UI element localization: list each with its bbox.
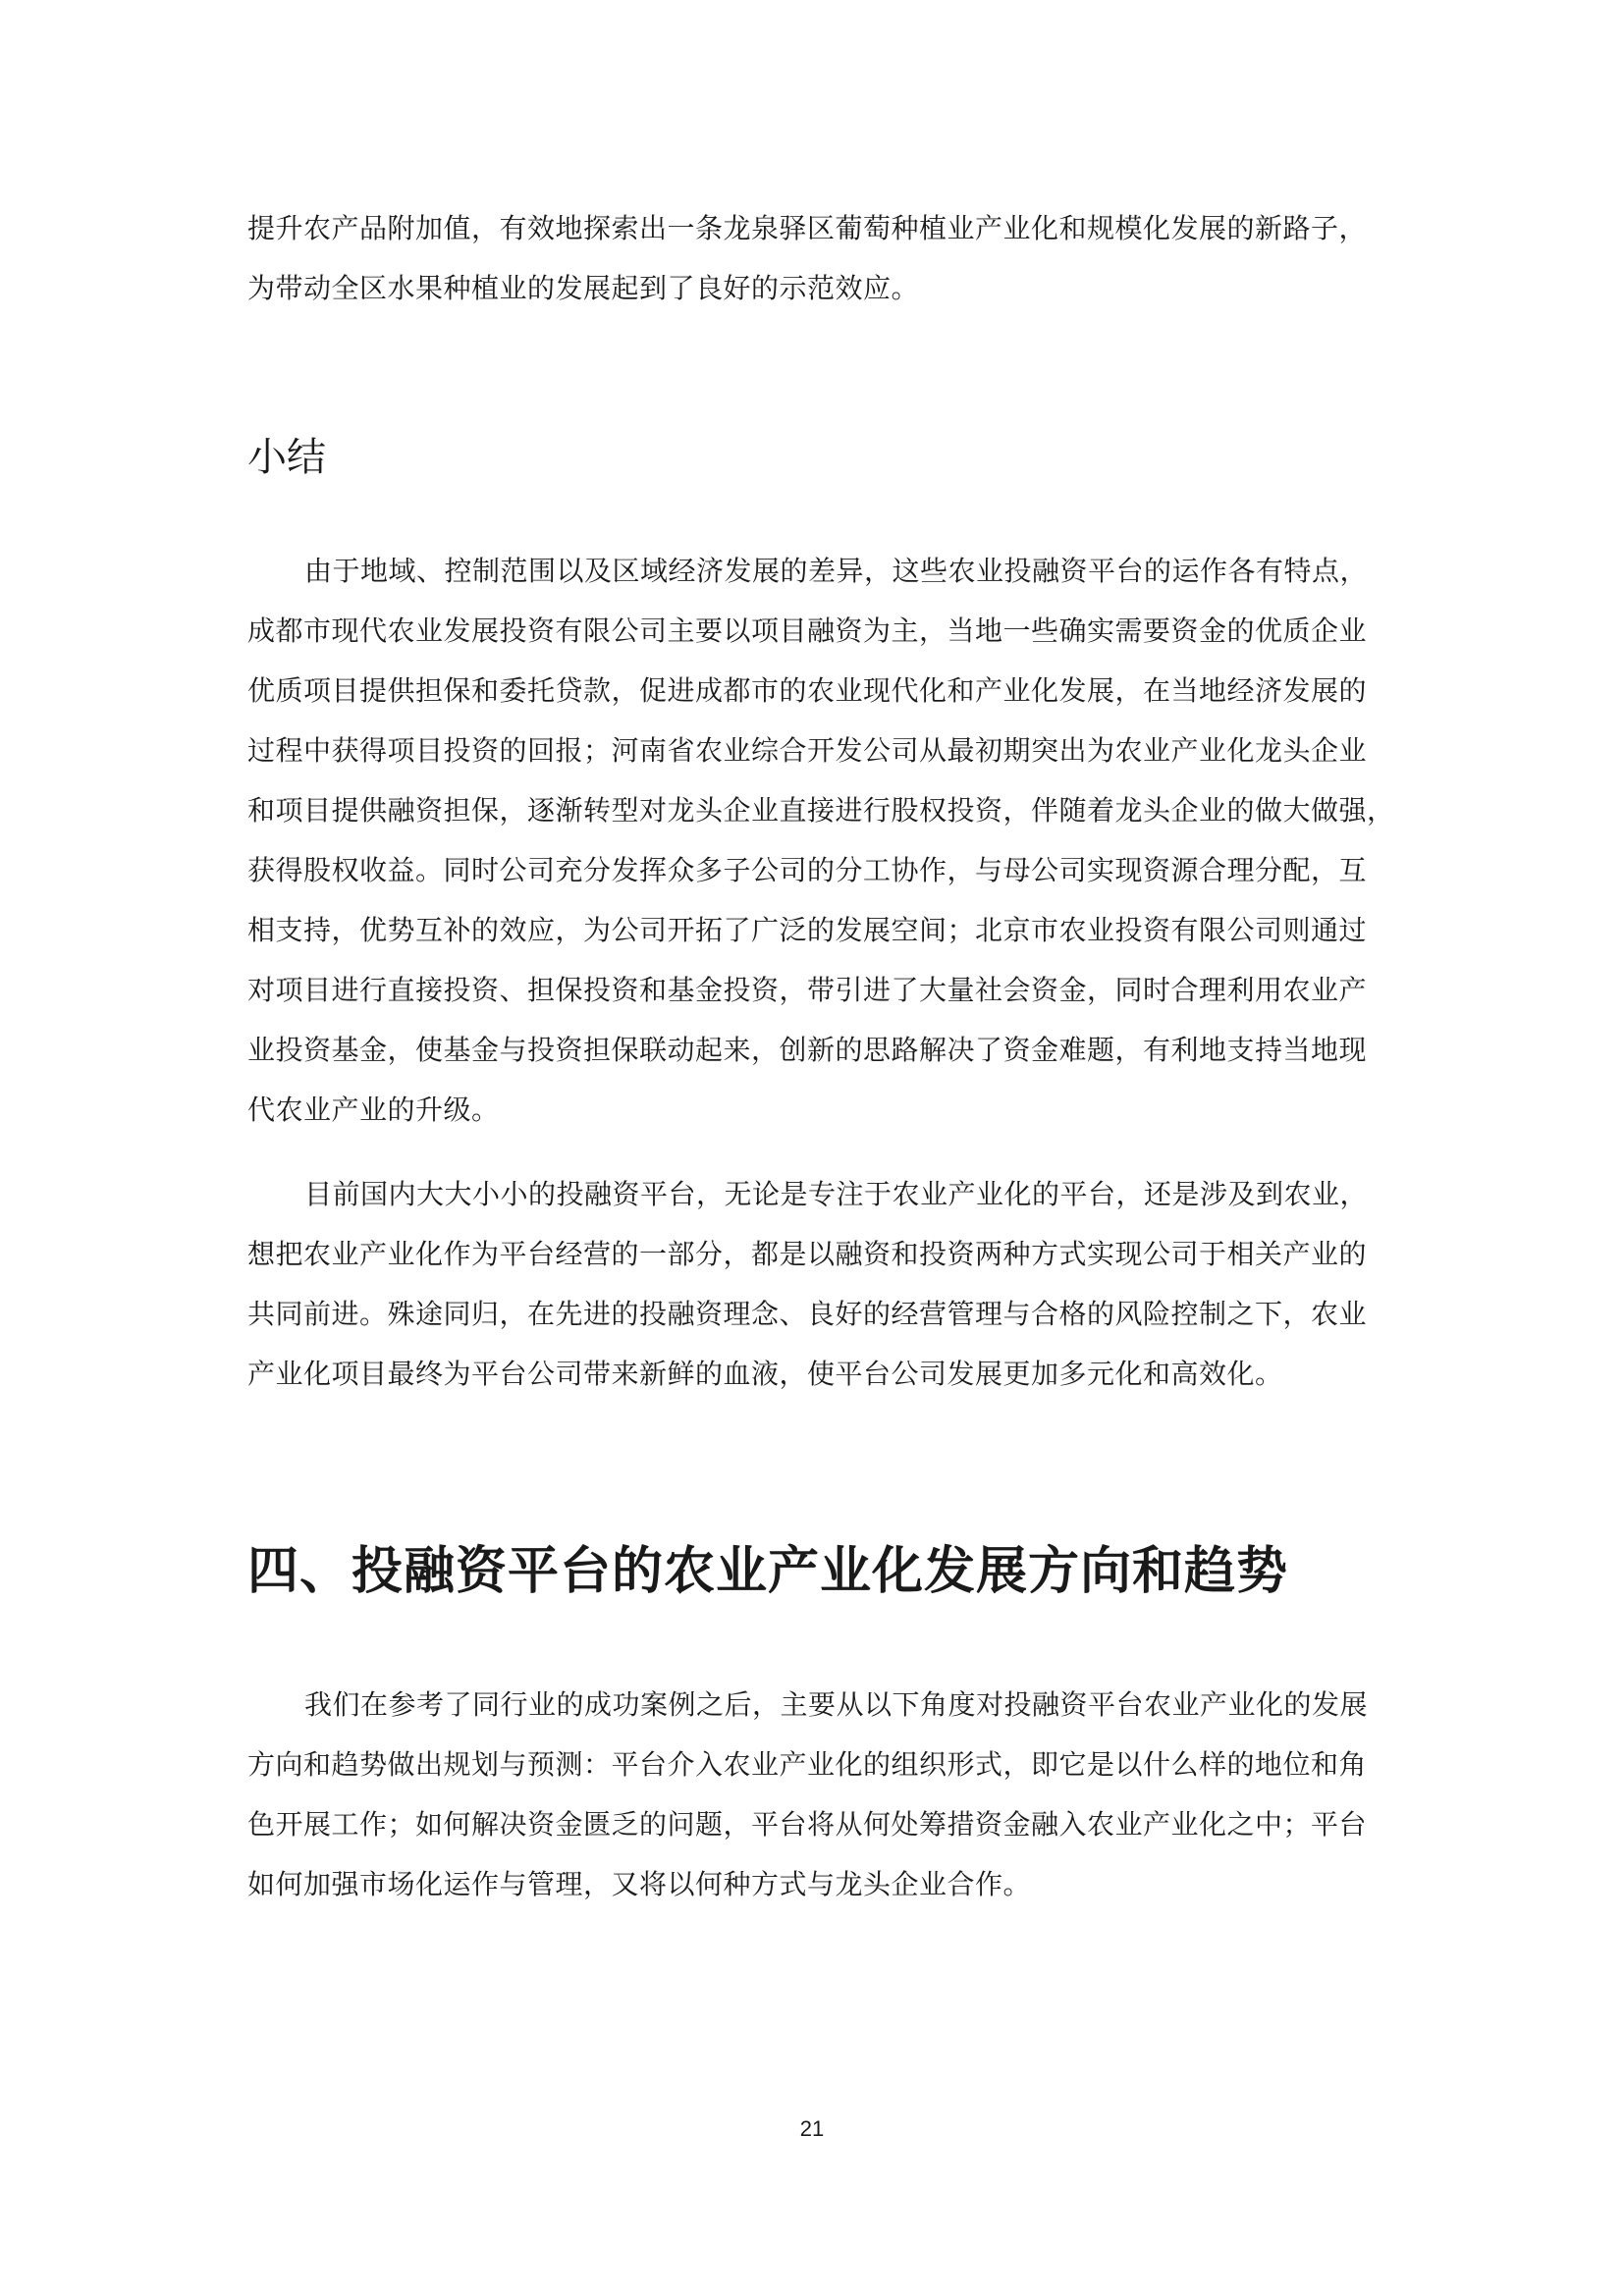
paragraph-line: 获得股权收益。同时公司充分发挥众多子公司的分工协作，与母公司实现资源合理分配，互 <box>247 854 1368 886</box>
paragraph-line: 目前国内大大小小的投融资平台，无论是专注于农业产业化的平台，还是涉及到农业， <box>304 1178 1369 1210</box>
section-heading-four: 四、投融资平台的农业产业化发展方向和趋势 <box>247 1541 1289 1601</box>
paragraph-line: 我们在参考了同行业的成功案例之后，主要从以下角度对投融资平台农业产业化的发展 <box>304 1688 1369 1721</box>
paragraph-line: 代农业产业的升级。 <box>247 1094 500 1126</box>
paragraph-line: 过程中获得项目投资的回报；河南省农业综合开发公司从最初期突出为农业产业化龙头企业 <box>247 734 1368 767</box>
paragraph-line: 成都市现代农业发展投资有限公司主要以项目融资为主，当地一些确实需要资金的优质企业 <box>247 614 1368 647</box>
paragraph-line: 相支持，优势互补的效应，为公司开拓了广泛的发展空间；北京市农业投资有限公司则通过 <box>247 914 1368 946</box>
paragraph-line: 由于地域、控制范围以及区域经济发展的差异，这些农业投融资平台的运作各有特点， <box>304 555 1369 587</box>
paragraph-line: 如何加强市场化运作与管理，又将以何种方式与龙头企业合作。 <box>247 1868 1032 1900</box>
summary-paragraph-2 <box>247 1164 1384 1404</box>
page-number: 21 <box>799 2116 825 2141</box>
paragraph-line: 色开展工作；如何解决资金匮乏的问题，平台将从何处筹措资金融入农业产业化之中；平台 <box>247 1808 1368 1841</box>
paragraph-line: 方向和趋势做出规划与预测：平台介入农业产业化的组织形式，即它是以什么样的地位和角 <box>247 1748 1368 1781</box>
paragraph-line: 产业化项目最终为平台公司带来新鲜的血液，使平台公司发展更加多元化和高效化。 <box>247 1358 1283 1390</box>
paragraph-line: 想把农业产业化作为平台经营的一部分，都是以融资和投资两种方式实现公司于相关产业的 <box>247 1238 1368 1270</box>
paragraph-line: 和项目提供融资担保，逐渐转型对龙头企业直接进行股权投资，伴随着龙头企业的做大做强， <box>247 794 1395 827</box>
paragraph-line: 为带动全区水果种植业的发展起到了良好的示范效应。 <box>247 272 920 304</box>
paragraph-line: 业投资基金，使基金与投资担保联动起来，创新的思路解决了资金难题，有利地支持当地现 <box>247 1034 1368 1066</box>
section-four-paragraph-1 <box>247 1675 1384 1914</box>
paragraph-line: 优质项目提供担保和委托贷款，促进成都市的农业现代化和产业化发展，在当地经济发展的 <box>247 674 1368 707</box>
paragraph-line: 提升农产品附加值，有效地探索出一条龙泉驿区葡萄种植业产业化和规模化发展的新路子， <box>247 212 1368 244</box>
intro-paragraph <box>247 198 1384 318</box>
paragraph-line: 共同前进。殊途同归，在先进的投融资理念、良好的经营管理与合格的风险控制之下，农业 <box>247 1298 1368 1330</box>
summary-paragraph-1 <box>247 541 1395 1140</box>
section-heading-summary: 小结 <box>247 435 326 480</box>
paragraph-line: 对项目进行直接投资、担保投资和基金投资，带引进了大量社会资金，同时合理利用农业产 <box>247 974 1368 1006</box>
